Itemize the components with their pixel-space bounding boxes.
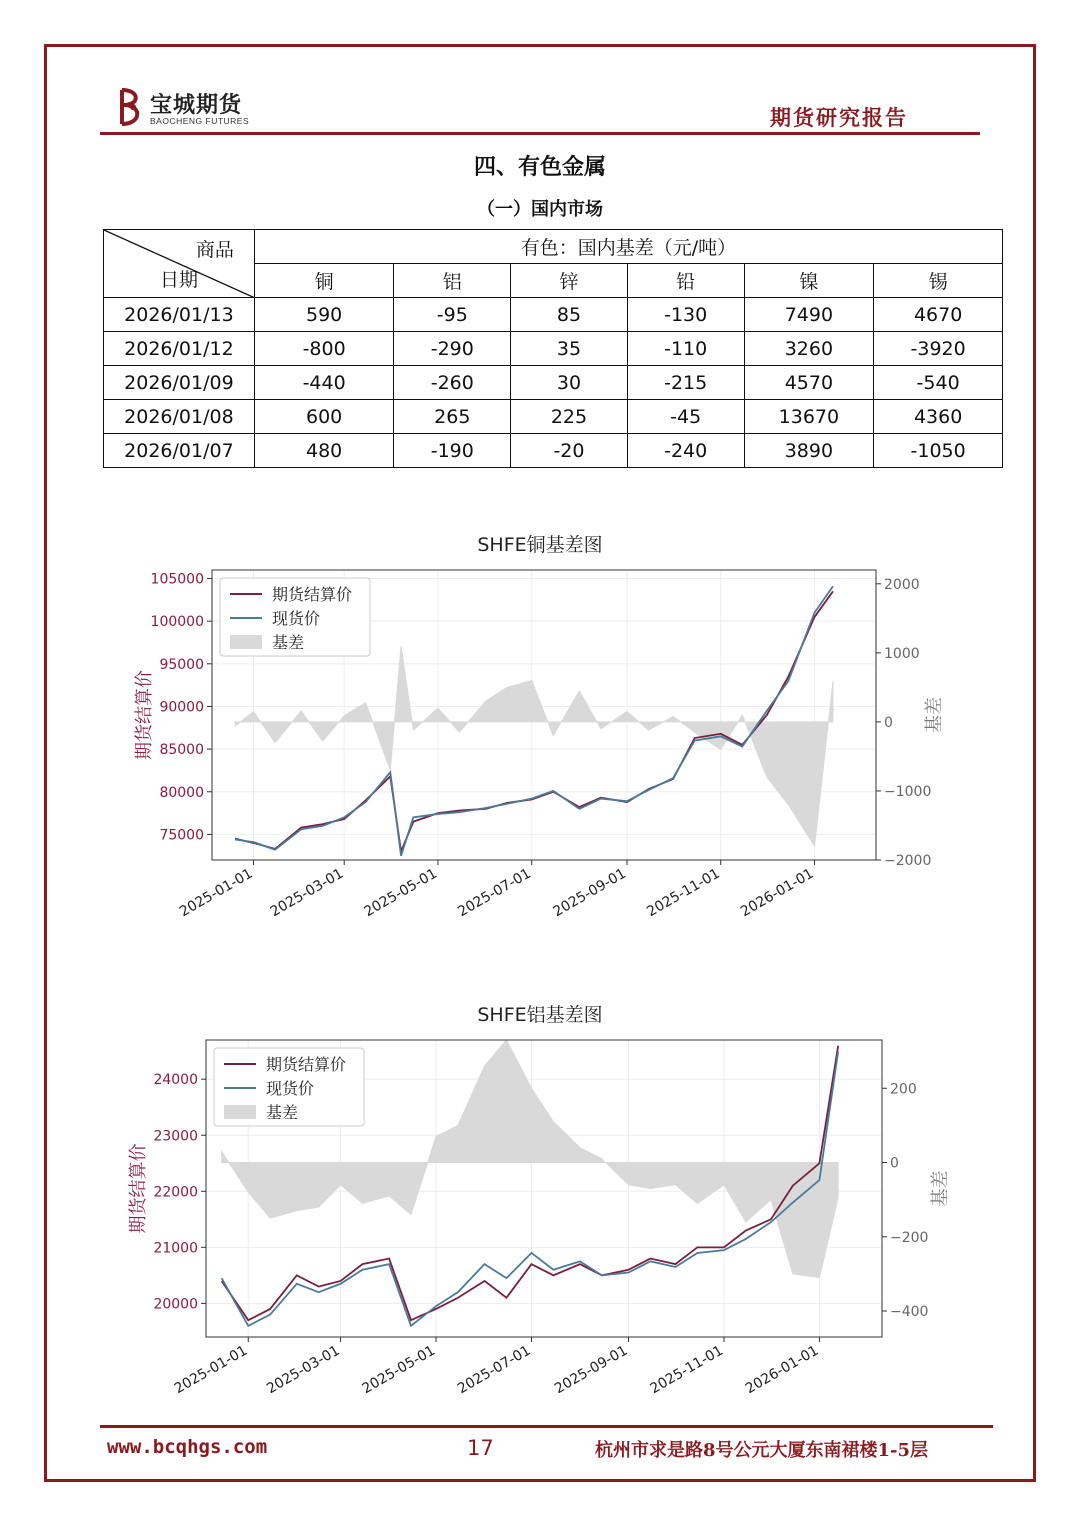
section-title: 四、有色金属 (473, 155, 606, 180)
cell-zinc: 225 (511, 400, 628, 434)
cell-tin: -3920 (874, 332, 1003, 366)
legend-basis-label: 基差 (266, 1103, 299, 1122)
row-date: 2026/01/09 (104, 366, 255, 400)
footer-address: 杭州市求是路8号公元大厦东南裙楼1-5层 (595, 1440, 929, 1461)
x-tick-label: 2025-09-01 (550, 865, 629, 921)
row-date: 2026/01/12 (104, 332, 255, 366)
x-tick-label: 2026-01-01 (742, 1342, 822, 1398)
x-tick-label: 2026-01-01 (738, 865, 817, 921)
aluminum-chart-title: SHFE铝基差图 (477, 1004, 603, 1026)
row-date: 2026/01/07 (104, 434, 255, 468)
cell-nickel: 3890 (744, 434, 874, 468)
cell-lead: -240 (627, 434, 744, 468)
table-row (104, 366, 1003, 400)
row-date: 2026/01/13 (104, 298, 255, 332)
y2-tick-label: −2000 (884, 853, 932, 869)
y-tick-label: 24000 (153, 1072, 198, 1089)
y-tick-label: 22000 (153, 1184, 198, 1201)
aluminum-basis-chart (0, 1030, 1080, 1410)
x-tick-label: 2025-05-01 (359, 1342, 439, 1398)
cell-aluminum: -290 (394, 332, 511, 366)
logo-name-en: BAOCHENG FUTURES (150, 116, 250, 126)
cell-copper: -800 (254, 332, 394, 366)
x-tick-label: 2025-11-01 (644, 865, 723, 921)
section-subtitle: （一）国内市场 (477, 199, 603, 220)
column-header-aluminum: 铝 (394, 264, 511, 298)
logo-name-cn: 宝城期货 (150, 92, 243, 118)
table-row (104, 298, 1003, 332)
y-tick-label: 90000 (159, 699, 204, 716)
cell-zinc: -20 (511, 434, 628, 468)
cell-nickel: 13670 (744, 400, 874, 434)
company-logo (116, 86, 266, 130)
x-tick-label: 2025-05-01 (361, 865, 440, 921)
cell-nickel: 4570 (744, 366, 874, 400)
y-tick-label: 105000 (150, 571, 204, 588)
cell-lead: -130 (627, 298, 744, 332)
table-row (104, 332, 1003, 366)
cell-copper: -440 (254, 366, 394, 400)
x-tick-label: 2025-03-01 (267, 865, 347, 921)
header-divider (100, 132, 980, 135)
copper-chart-title: SHFE铜基差图 (477, 534, 603, 556)
y2-tick-label: 0 (890, 1155, 899, 1172)
y2-axis-title: 基差 (924, 697, 945, 733)
cell-nickel: 7490 (744, 298, 874, 332)
table-corner-cell (104, 230, 255, 298)
copper-basis-chart (0, 560, 1080, 940)
cell-nickel: 3260 (744, 332, 874, 366)
y-axis-title: 期货结算价 (134, 670, 155, 760)
legend-basis-swatch (224, 1105, 256, 1119)
footer-page-number: 17 (467, 1436, 494, 1460)
corner-label-date: 日期 (160, 269, 199, 291)
legend-futures-label: 期货结算价 (266, 1055, 347, 1074)
y-tick-label: 21000 (153, 1240, 198, 1257)
basis-table (103, 229, 1003, 468)
cell-aluminum: 265 (394, 400, 511, 434)
y2-tick-label: 1000 (884, 645, 920, 662)
x-tick-label: 2025-03-01 (264, 1342, 343, 1398)
cell-tin: -1050 (874, 434, 1003, 468)
cell-zinc: 30 (511, 366, 628, 400)
cell-aluminum: -95 (394, 298, 511, 332)
cell-lead: -45 (627, 400, 744, 434)
x-tick-label: 2025-11-01 (647, 1342, 726, 1398)
cell-aluminum: -190 (394, 434, 511, 468)
legend-spot-label: 现货价 (272, 609, 321, 628)
cell-aluminum: -260 (394, 366, 511, 400)
legend-futures-label: 期货结算价 (272, 585, 353, 604)
y2-tick-label: −400 (890, 1304, 929, 1321)
corner-label-commodity: 商品 (195, 239, 234, 261)
y-axis-title: 期货结算价 (128, 1143, 149, 1234)
footer-website-link[interactable]: www.bcqhgs.com (107, 1436, 268, 1458)
cell-tin: 4670 (874, 298, 1003, 332)
y2-tick-label: 0 (884, 714, 893, 731)
column-header-copper: 铜 (254, 264, 394, 298)
y2-tick-label: 2000 (884, 576, 920, 593)
column-header-tin: 锡 (874, 264, 1003, 298)
y-tick-label: 20000 (153, 1296, 198, 1313)
legend-basis-swatch (230, 635, 262, 649)
logo-mark-icon (116, 88, 146, 126)
y2-axis-title: 基差 (930, 1170, 951, 1207)
y-tick-label: 75000 (159, 827, 204, 844)
y-tick-label: 23000 (153, 1128, 198, 1145)
cell-tin: 4360 (874, 400, 1003, 434)
y2-tick-label: 200 (890, 1081, 917, 1098)
x-tick-label: 2025-01-01 (171, 1342, 251, 1398)
x-tick-label: 2025-01-01 (177, 865, 256, 921)
x-tick-label: 2025-09-01 (552, 1342, 631, 1398)
y-tick-label: 85000 (159, 742, 204, 759)
column-header-zinc: 锌 (511, 264, 628, 298)
table-row (104, 400, 1003, 434)
footer-divider (100, 1425, 993, 1428)
table-header-row (104, 230, 1003, 264)
legend-spot-label: 现货价 (266, 1079, 315, 1098)
cell-lead: -110 (627, 332, 744, 366)
y2-tick-label: −200 (890, 1229, 929, 1246)
cell-copper: 590 (254, 298, 394, 332)
cell-zinc: 35 (511, 332, 628, 366)
cell-lead: -215 (627, 366, 744, 400)
y-tick-label: 95000 (159, 656, 204, 673)
legend-basis-label: 基差 (272, 633, 305, 652)
report-header (100, 80, 980, 136)
cell-copper: 480 (254, 434, 394, 468)
cell-zinc: 85 (511, 298, 628, 332)
table-row (104, 434, 1003, 468)
y2-tick-label: −1000 (884, 783, 932, 800)
x-tick-label: 2025-07-01 (455, 1342, 534, 1398)
row-date: 2026/01/08 (104, 400, 255, 434)
cell-tin: -540 (874, 366, 1003, 400)
column-header-nickel: 镍 (744, 264, 874, 298)
column-header-lead: 铅 (627, 264, 744, 298)
table-group-header: 有色：国内基差（元/吨） (254, 230, 1002, 264)
y-tick-label: 80000 (159, 784, 204, 801)
report-type-tag: 期货研究报告 (770, 105, 908, 130)
y-tick-label: 100000 (150, 614, 204, 631)
x-tick-label: 2025-07-01 (455, 865, 534, 921)
cell-copper: 600 (254, 400, 394, 434)
